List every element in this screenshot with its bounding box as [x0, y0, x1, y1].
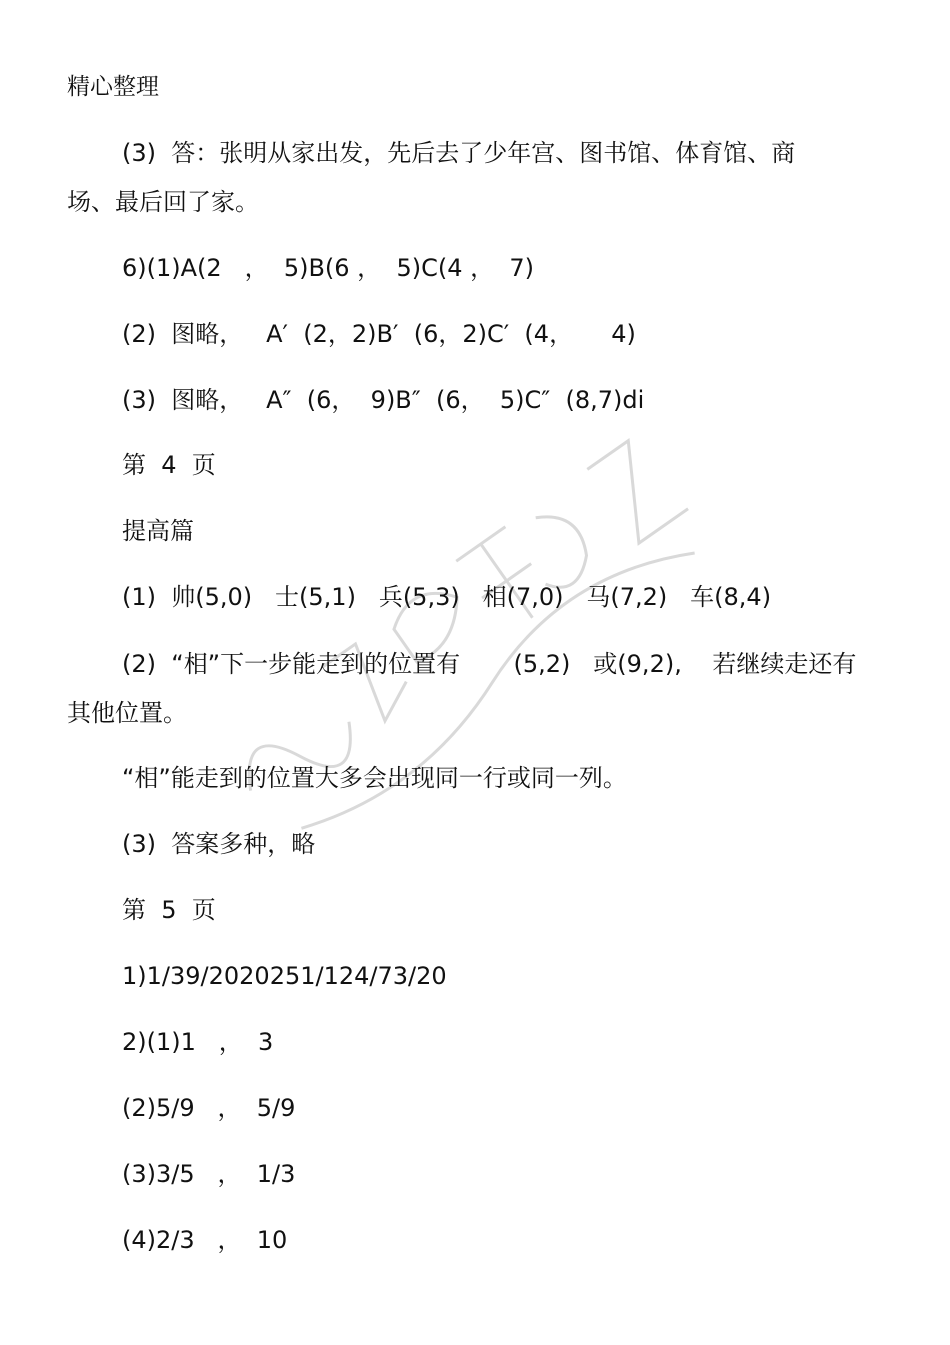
answer-line: (2) “相”下一步能走到的位置有 (5,2) 或(9,2), 若继续走还有: [122, 650, 857, 678]
answer-line: (2) 图略， A′ (2，2)B′ (6，2)C′ (4， 4): [122, 320, 636, 348]
answer-line: (4)2/3 ， 10: [122, 1226, 288, 1254]
answer-line: “相”能走到的位置大多会出现同一行或同一列。: [122, 764, 627, 792]
answer-line: (3) 图略， A″ (6， 9)B″ (6， 5)C″ (8,7)di: [122, 386, 645, 414]
answer-line: 1)1/39/2020251/124/73/20: [122, 962, 447, 990]
page-heading: 第 5 页: [122, 896, 216, 924]
answer-line: (3)3/5 ， 1/3: [122, 1160, 296, 1188]
answer-line: 场、最后回了家。: [67, 188, 259, 216]
watermark-graphic: [140, 370, 820, 890]
page-heading: 第 4 页: [122, 451, 216, 479]
answer-line: 6)(1)A(2 ， 5)B(6 ， 5)C(4 ， 7): [122, 254, 534, 282]
answer-line: (3) 答：张明从家出发，先后去了少年宫、图书馆、体育馆、商: [122, 139, 796, 167]
answer-line: (3) 答案多种，略: [122, 830, 316, 858]
section-heading: 提高篇: [122, 517, 194, 545]
answer-line: 其他位置。: [67, 699, 187, 727]
answer-line: (1) 帅(5,0) 士(5,1) 兵(5,3) 相(7,0) 马(7,2) 车(8,4): [122, 583, 772, 611]
answer-line: (2)5/9 ， 5/9: [122, 1094, 296, 1122]
answer-line: 2)(1)1 ， 3: [122, 1028, 274, 1056]
page-header: 精心整理: [67, 74, 159, 100]
